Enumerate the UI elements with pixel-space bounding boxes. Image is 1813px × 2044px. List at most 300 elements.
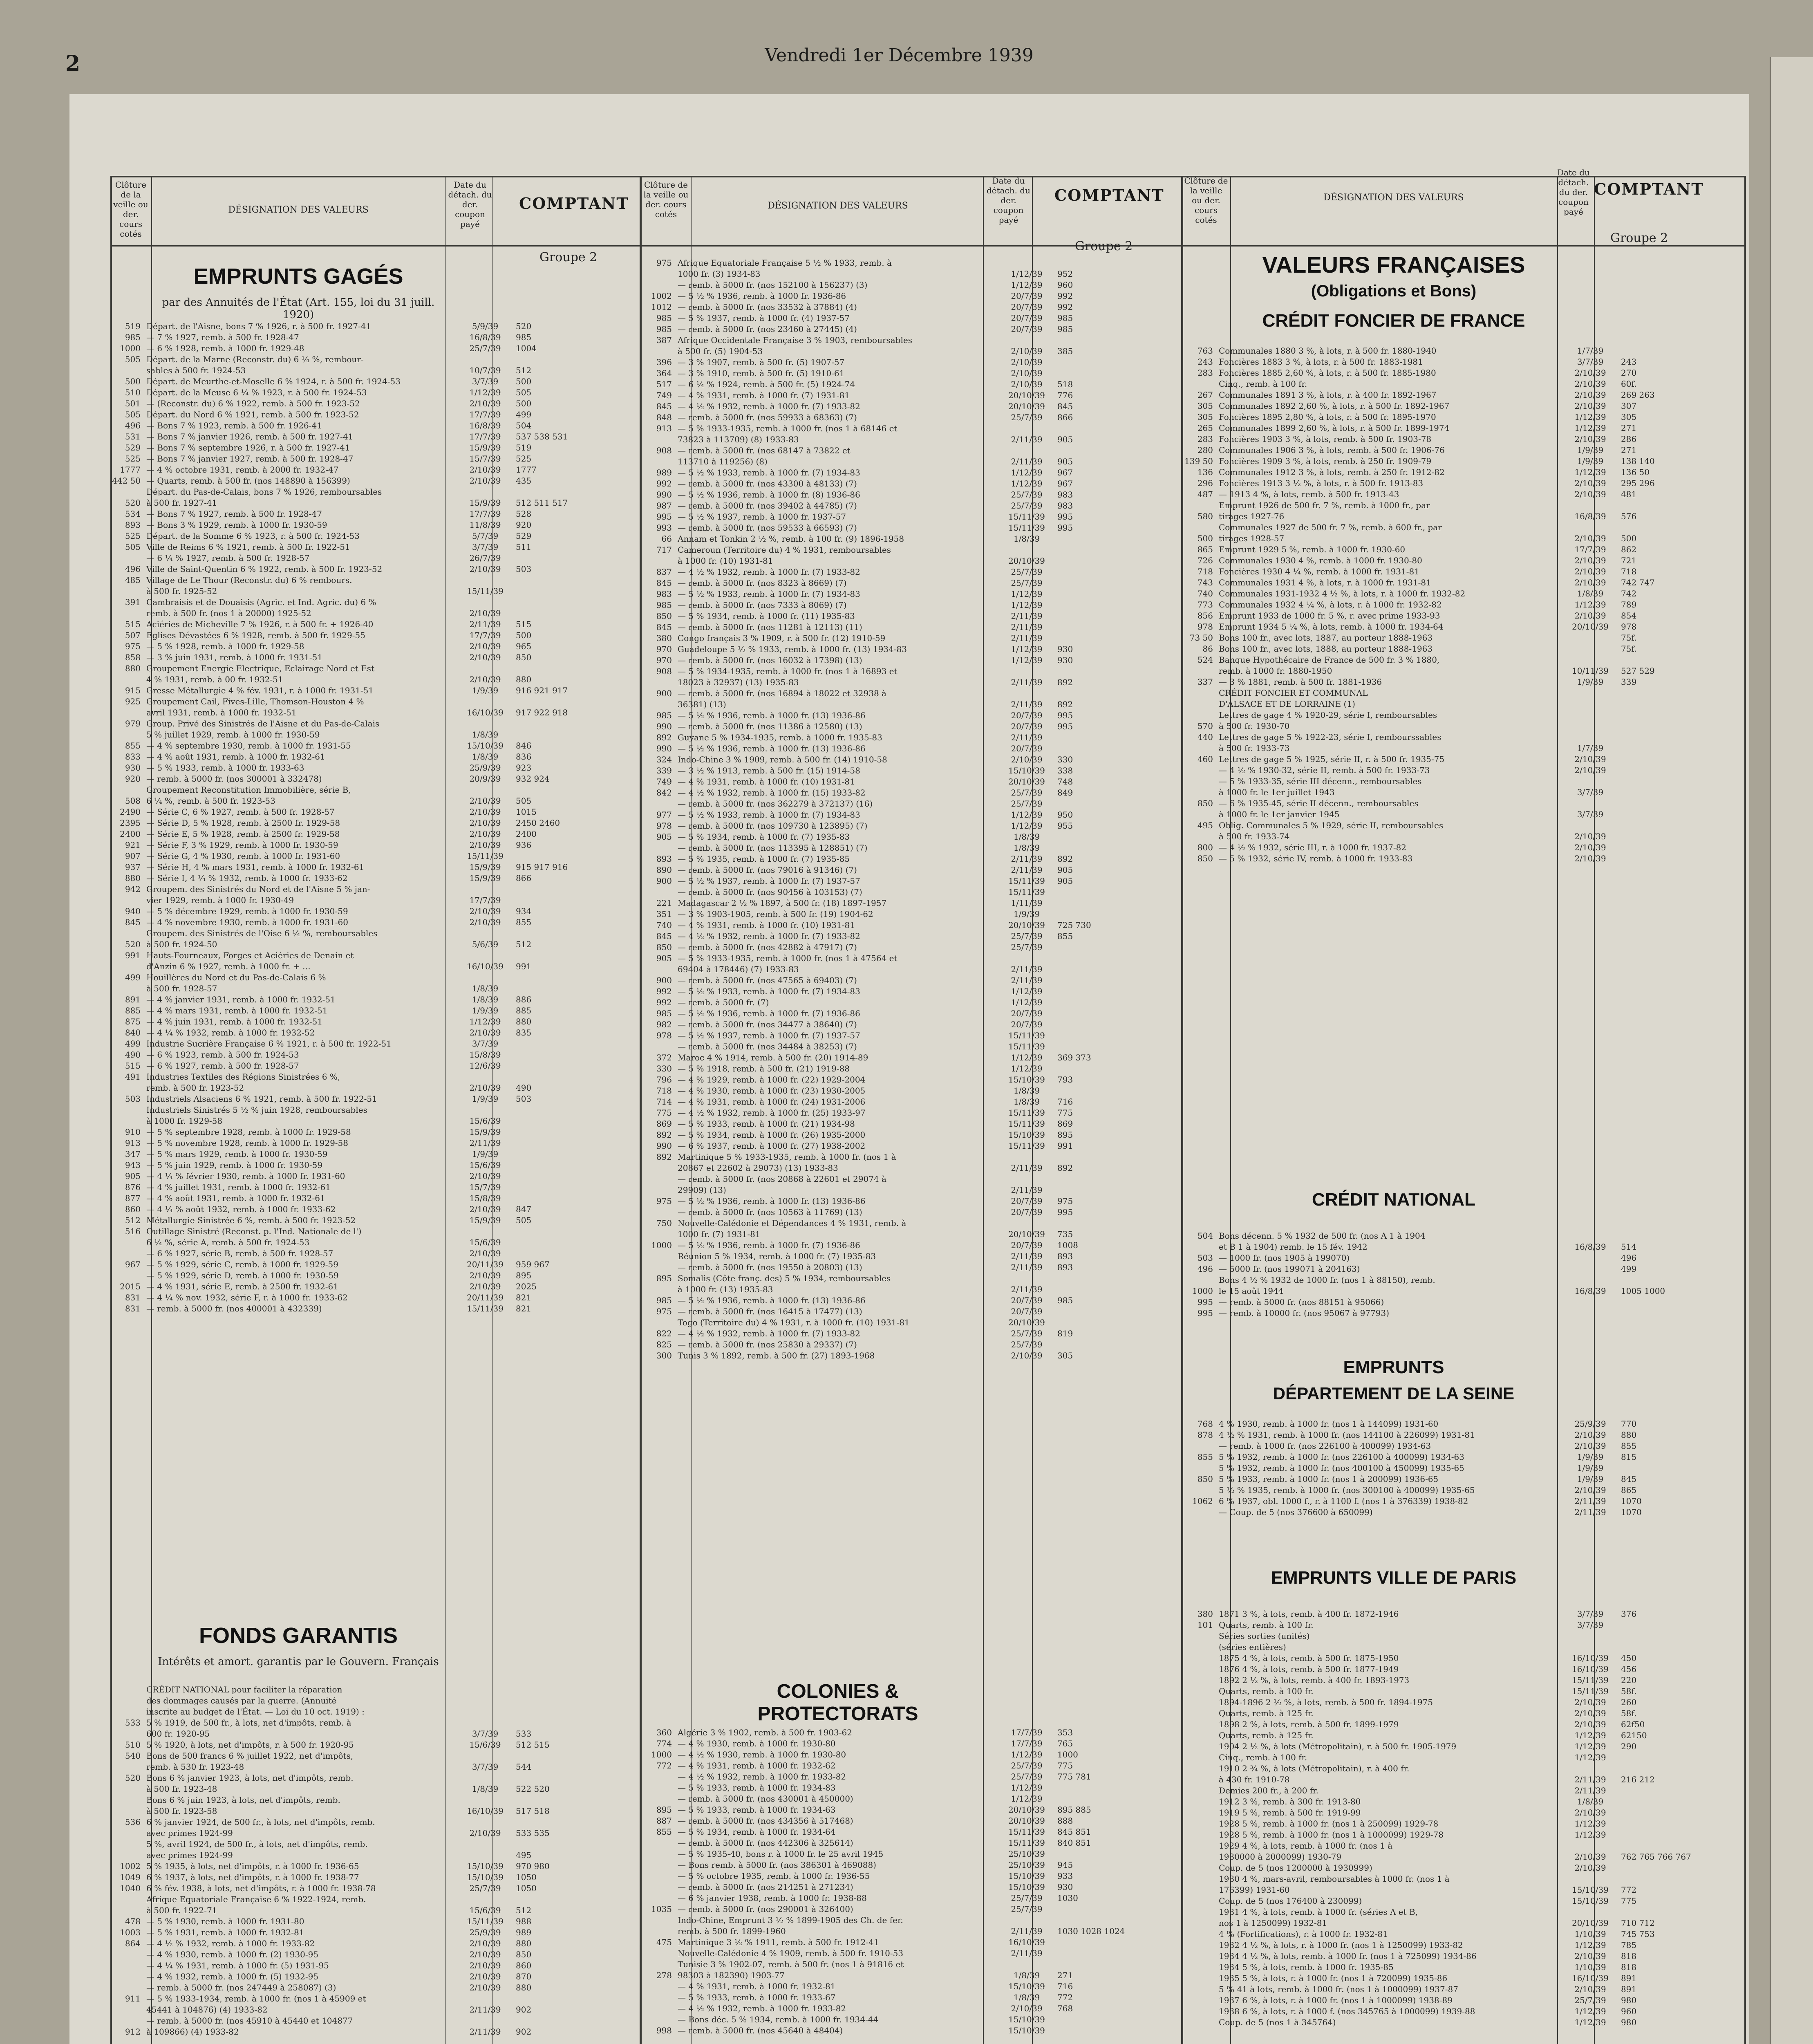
prev-close-cell: 850 [1197, 1474, 1213, 1484]
comptant-cell: 886 [516, 995, 532, 1004]
comptant-cell: 742 [1621, 589, 1637, 598]
designation-cell: 4 % (Fortifications), r. à 1000 fr. 1932-81 [1219, 1929, 1388, 1939]
table-row [1184, 588, 1744, 599]
prev-close-cell [111, 1706, 146, 1717]
coupon-date-cell [1568, 732, 1613, 743]
comptant-cell: 505 [516, 1215, 532, 1225]
prev-close-cell [1184, 1708, 1219, 1719]
comptant-cell: 785 [1621, 1940, 1637, 1950]
coupon-date-cell: 2/10/39 [469, 652, 501, 662]
table-row [1184, 544, 1744, 555]
comptant-cell: 505 [516, 388, 532, 397]
designation-cell: Emprunt 1933 de 1000 fr. 5 %, r. avec prime 1933-93 [1219, 611, 1440, 621]
designation-cell: 1892 2 ½ %, à lots, remb. à 400 fr. 1893-1973 [1219, 1675, 1410, 1685]
prev-close-cell: 842 [656, 788, 672, 798]
prev-close-cell: 330 [656, 1064, 672, 1074]
coupon-date-cell: 3/7/39 [1577, 1620, 1604, 1630]
designation-cell: tirages 1928-57 [1219, 533, 1285, 543]
table-row [1184, 2006, 1744, 2017]
table-row [111, 553, 638, 564]
table-row [642, 291, 1180, 302]
prev-close-cell: 1003 [120, 1927, 141, 1937]
prev-close-cell: 983 [656, 589, 672, 599]
designation-cell: — 4 % 1931, remb. à 1000 fr. (10) 1931-81 [678, 777, 855, 787]
comptant-cell [1613, 1308, 1744, 1319]
table-row [111, 1005, 638, 1016]
table-row [1184, 456, 1744, 467]
prev-close-cell: 749 [656, 390, 672, 400]
table-row [111, 2026, 638, 2037]
table-row [642, 302, 1180, 313]
prev-close-cell [111, 553, 146, 564]
prev-close-cell [1184, 1631, 1219, 1642]
table-row [642, 1793, 1180, 1804]
coupon-date-cell: 16/8/39 [1574, 511, 1606, 521]
comptant-cell: 869 [1057, 1119, 1073, 1129]
table-row [111, 972, 638, 983]
coupon-date-cell: 1/12/39 [1574, 2017, 1606, 2027]
comptant-cell: 515 [516, 619, 532, 629]
designation-cell: — 4 ¼ % août 1932, remb. à 1000 fr. 1933-62 [146, 1204, 336, 1214]
table-row [111, 1905, 638, 1916]
comptant-cell: 865 [1621, 1485, 1637, 1495]
coupon-date-cell: 2/11/39 [1574, 1507, 1606, 1517]
table-row [642, 1970, 1180, 1981]
coupon-date-cell: 20/7/39 [1011, 1020, 1043, 1029]
coupon-date-cell: 3/7/39 [472, 542, 499, 552]
header-cloture: Clôture de la veille ou der. cours cotés [113, 180, 148, 239]
table-row [642, 368, 1180, 379]
prev-close-cell: 529 [125, 443, 141, 453]
table-row [111, 1248, 638, 1259]
designation-cell: — 3 % 1907, remb. à 500 fr. (5) 1907-57 [678, 357, 845, 367]
coupon-date-cell: 1/12/39 [1011, 468, 1043, 477]
table-row [642, 920, 1180, 931]
prev-close-cell: 858 [125, 652, 141, 662]
designation-cell: Afrique Equatoriale Française 6 % 1922-1924, remb. [146, 1894, 366, 1904]
prev-close-cell: 796 [656, 1075, 672, 1085]
comptant-cell [1613, 1631, 1744, 1642]
designation-cell: Emprunt 1926 de 500 fr. 7 %, remb. à 1000 fr., par [1219, 500, 1430, 510]
table-row [111, 1982, 638, 1993]
table-row [642, 1008, 1180, 1019]
comptant-cell: 500 [516, 377, 532, 386]
table-row [642, 644, 1180, 655]
coupon-date-cell: 1/12/39 [469, 1017, 501, 1026]
comptant-cell: 933 [1057, 1871, 1073, 1881]
comptant-cell [1049, 964, 1180, 975]
coupon-date-cell: 16/10/39 [1008, 1937, 1045, 1947]
table-row [1184, 412, 1744, 423]
coupon-date-cell: 1/12/39 [1011, 644, 1043, 654]
comptant-cell [1613, 1275, 1744, 1286]
coupon-date-cell: 15/8/39 [469, 1193, 501, 1203]
table-row [111, 1149, 638, 1160]
coupon-date-cell: 1/12/39 [1574, 1753, 1606, 1762]
prev-close-cell: 987 [656, 501, 672, 511]
coupon-date-cell: 1/8/39 [1013, 534, 1040, 544]
coupon-date-cell: 5/7/39 [472, 531, 499, 541]
comptant-cell [508, 1795, 638, 1806]
comptant-cell: 295 296 [1621, 478, 1655, 488]
comptant-cell: 338 [1057, 766, 1073, 775]
comptant-cell: 435 [516, 476, 532, 486]
designation-cell: CRÉDIT NATIONAL pour faciliter la réparation [146, 1685, 342, 1694]
designation-cell: 18023 à 32937) (13) 1935-83 [678, 677, 799, 687]
coupon-date-cell: 2/10/39 [1011, 379, 1043, 389]
table-row [642, 1019, 1180, 1030]
coupon-date-cell: 1/8/39 [1013, 843, 1040, 853]
coupon-date-cell: 2/11/39 [1011, 1948, 1043, 1958]
prev-close-cell: 517 [656, 379, 672, 389]
coupon-date-cell: 25/7/39 [1011, 1772, 1043, 1782]
comptant-cell [1613, 1785, 1744, 1796]
designation-cell: — 6 % janvier 1938, remb. à 1000 fr. 1938-88 [678, 1893, 867, 1903]
coupon-date-cell: 1/12/39 [1574, 1830, 1606, 1840]
prev-close-cell [642, 1262, 678, 1273]
coupon-date-cell [463, 1993, 508, 2004]
table-row [1184, 765, 1744, 776]
table-row [642, 787, 1180, 798]
prev-close-cell: 519 [125, 321, 141, 331]
designation-cell: — 5 ½ % 1937, remb. à 1000 fr. 1937-57 [678, 512, 846, 522]
designation-cell: — 1913 4 %, à lots, remb. à 500 fr. 1913-43 [1219, 489, 1399, 499]
designation-cell: Cameroun (Territoire du) 4 % 1931, remboursables [678, 545, 891, 555]
header-designation: DÉSIGNATION DES VALEURS [768, 201, 908, 211]
prev-close-cell: 570 [1197, 721, 1213, 731]
comptant-cell: 500 [516, 630, 532, 640]
coupon-date-cell: 2/10/39 [1574, 390, 1606, 400]
prev-close-cell [642, 556, 678, 567]
coupon-date-cell: 20/7/39 [1011, 710, 1043, 720]
coupon-date-cell: 20/10/39 [1008, 401, 1045, 411]
comptant-cell: 775 [1621, 1896, 1637, 1906]
comptant-cell [1049, 600, 1180, 611]
prev-close-cell: 1035 [651, 1904, 672, 1914]
prev-close-cell: 900 [656, 975, 672, 985]
coupon-date-cell: 1/9/39 [472, 1006, 499, 1015]
table-row [111, 1127, 638, 1138]
coupon-date-cell [1004, 1959, 1049, 1970]
prev-close-cell [642, 699, 678, 710]
prev-close-cell [642, 456, 678, 467]
table-row [1184, 1840, 1744, 1851]
prev-close-cell: 875 [125, 1017, 141, 1026]
coupon-date-cell: 1/8/39 [1577, 1797, 1604, 1806]
coupon-date-cell: 2/10/39 [469, 1083, 501, 1093]
designation-cell: — 4 % 1931, remb. à 1000 fr. 1932-62 [678, 1761, 836, 1771]
table-row [1184, 434, 1744, 445]
table-row [1184, 1785, 1744, 1796]
section-title-valeurs-francaises: VALEURS FRANÇAISES [1262, 252, 1525, 278]
section-title-colonies: COLONIES & PROTECTORATS [757, 1681, 918, 1725]
coupon-date-cell [1568, 1253, 1613, 1264]
designation-cell: Foncières 1883 3 %, à lots, r. à 500 fr. 1883-1981 [1219, 357, 1423, 367]
comptant-cell: 995 [1057, 722, 1073, 731]
prev-close-cell: 990 [656, 490, 672, 500]
table-row [642, 854, 1180, 865]
comptant-cell: 499 [1621, 1264, 1637, 1274]
comptant-cell [508, 1817, 638, 1828]
table-row [642, 589, 1180, 600]
designation-cell: — Série C, 6 % 1927, remb. à 500 fr. 1928-57 [146, 807, 335, 817]
comptant-cell [1049, 1019, 1180, 1030]
table-row [642, 611, 1180, 622]
prev-close-cell: 991 [125, 950, 141, 960]
comptant-cell: 855 [1057, 931, 1073, 941]
designation-cell: Lettres de gage 4 % 1920-29, série I, remboursables [1219, 710, 1437, 720]
coupon-date-cell: 15/8/39 [469, 1050, 501, 1060]
designation-cell: 5 % 1932, remb. à 1000 fr. (nos 226100 à 400099) 1934-63 [1219, 1452, 1464, 1462]
comptant-cell [1613, 688, 1744, 699]
table-row [111, 1038, 638, 1049]
designation-cell: — 3 % 1881, remb. à 500 fr. 1881-1936 [1219, 677, 1382, 687]
comptant-cell [1613, 853, 1744, 864]
prev-close-cell: 970 [656, 655, 672, 665]
coupon-date-cell [463, 2015, 508, 2026]
designation-cell: Foncières 1903 3 %, à lots, remb. à 500 fr. 1903-78 [1219, 434, 1432, 444]
prev-close-cell [1184, 1774, 1219, 1785]
coupon-date-cell: 2/11/39 [1011, 435, 1043, 444]
comptant-cell [1049, 688, 1180, 699]
prev-close-cell: 967 [125, 1260, 141, 1269]
prev-close-cell: 499 [125, 1039, 141, 1049]
comptant-cell: 576 [1621, 511, 1637, 521]
coupon-date-cell: 17/7/39 [469, 895, 501, 905]
comptant-cell: 745 753 [1621, 1929, 1655, 1939]
comptant-cell: 260 [1621, 1697, 1637, 1707]
prev-close-cell [1184, 1741, 1219, 1752]
prev-close-cell: 864 [125, 1939, 141, 1948]
comptant-cell: 1015 [516, 807, 537, 817]
table-row [642, 1262, 1180, 1273]
comptant-cell [1613, 1907, 1744, 1918]
prev-close-cell [642, 434, 678, 445]
comptant-cell: 58f. [1621, 1686, 1637, 1696]
table-row [111, 2004, 638, 2015]
coupon-date-cell: 2/10/39 [1574, 478, 1606, 488]
comptant-cell [1613, 1230, 1744, 1242]
designation-cell: — 6 % 1937, remb. à 1000 fr. (27) 1938-2002 [678, 1141, 866, 1151]
prev-close-cell: 86 [1202, 644, 1213, 654]
table-row [1184, 809, 1744, 820]
table-row [642, 346, 1180, 357]
designation-cell: Départ. de la Somme 6 % 1923, r. à 500 fr. 1924-53 [146, 531, 360, 541]
designation-cell: Foncières 1895 2,80 %, à lots, r. à 500 fr. 1895-1970 [1219, 412, 1436, 422]
comptant-cell [1613, 1642, 1744, 1653]
table-row [1184, 842, 1744, 853]
table-row [111, 630, 638, 641]
designation-cell: Oblig. Communales 5 % 1929, série II, remboursables [1219, 820, 1444, 830]
designation-cell: Algérie 3 % 1902, remb. à 500 fr. 1903-62 [678, 1728, 852, 1737]
designation-cell: 36381) (13) [678, 699, 726, 709]
table-row [111, 773, 638, 784]
prev-close-cell: 855 [1197, 1452, 1213, 1462]
prev-close-cell [111, 983, 146, 994]
prev-close-cell [642, 964, 678, 975]
comptant-cell: 271 [1057, 1970, 1073, 1980]
coupon-date-cell: 2/10/39 [1574, 1719, 1606, 1729]
table-row [1184, 1708, 1744, 1719]
table-row [111, 1762, 638, 1773]
coupon-date-cell: 1/8/39 [1013, 1086, 1040, 1096]
designation-cell: — 5 % 1934-1935, remb. à 1000 fr. (nos 1 à 16893 et [678, 666, 898, 676]
comptant-cell [1049, 1959, 1180, 1970]
prev-close-cell: 905 [125, 1171, 141, 1181]
table-row [1184, 423, 1744, 434]
comptant-cell: 765 [1057, 1739, 1073, 1748]
comptant-cell [508, 1695, 638, 1706]
comptant-cell [1613, 798, 1744, 809]
prev-close-cell [642, 1882, 678, 1893]
table-row [1184, 345, 1744, 356]
comptant-cell: 1050 [516, 1872, 537, 1882]
coupon-date-cell [1568, 820, 1613, 831]
comptant-cell: 376 [1621, 1609, 1637, 1619]
coupon-date-cell: 2/10/39 [469, 1282, 501, 1291]
coupon-date-cell: 1/12/39 [1574, 467, 1606, 477]
table-row [642, 434, 1180, 445]
prev-close-cell: 139 50 [1184, 456, 1213, 466]
designation-cell: 5 % 41 à lots, remb. à 1000 fr. (nos 1 à 1000099) 1937-87 [1219, 1984, 1458, 1994]
coupon-date-cell: 2/11/39 [1011, 633, 1043, 643]
comptant-cell [1613, 831, 1744, 842]
table-row [111, 1927, 638, 1938]
comptant-cell: 450 [1621, 1653, 1637, 1663]
prev-close-cell: 982 [656, 1020, 672, 1029]
designation-cell: 20867 et 22602 à 29073) (13) 1933-83 [678, 1163, 838, 1173]
coupon-date-cell: 2/10/39 [1574, 368, 1606, 378]
table-row [111, 475, 638, 486]
coupon-date-cell: 26/7/39 [469, 553, 501, 563]
prev-close-cell: 740 [1197, 589, 1213, 598]
designation-cell: — remb. à 5000 fr. (nos 25830 à 29337) (7) [678, 1340, 857, 1349]
prev-close-cell [1184, 1907, 1219, 1918]
prev-close-cell: 930 [125, 763, 141, 773]
table-row [642, 1849, 1180, 1860]
table-row [1184, 1653, 1744, 1664]
coupon-date-cell: 2/10/39 [469, 1204, 501, 1214]
prev-close-cell [1184, 1796, 1219, 1807]
prev-close-cell: 970 [656, 644, 672, 654]
table-row [1184, 2017, 1744, 2028]
prev-close-cell: 718 [656, 1086, 672, 1096]
prev-close-cell: 893 [125, 520, 141, 530]
prev-close-cell: 768 [1197, 1419, 1213, 1429]
table-row [1184, 1675, 1744, 1686]
coupon-date-cell: 25/7/39 [1011, 1893, 1043, 1903]
table-row [111, 784, 638, 796]
designation-cell: — 3 % juin 1931, remb. à 1000 fr. 1931-51 [146, 652, 323, 662]
prev-close-cell: 905 [656, 832, 672, 842]
prev-close-cell: 283 [1197, 434, 1213, 444]
designation-cell: Communales 1892 2,60 %, à lots, r. à 500 fr. 1892-1967 [1219, 401, 1450, 411]
comptant-cell [1049, 997, 1180, 1008]
designation-cell: 1929 4 %, à lots, remb. à 1000 fr. (nos 1 à [1219, 1841, 1393, 1851]
table-row [1184, 1308, 1744, 1319]
prev-close-cell: 1002 [651, 291, 672, 301]
table-row [111, 762, 638, 773]
prev-close-cell [1184, 1653, 1219, 1664]
comptant-cell [1049, 1218, 1180, 1229]
designation-cell: 1931 4 %, à lots, remb. à 1000 fr. (séries A et B, [1219, 1907, 1418, 1917]
comptant-cell: 960 [1621, 2006, 1637, 2016]
comptant-cell: 369 373 [1057, 1053, 1091, 1062]
designation-cell: — remb. à 5000 fr. (nos 47565 à 69403) (7) [678, 975, 857, 985]
coupon-date-cell: 20/10/39 [1008, 1805, 1045, 1815]
comptant-cell: 512 [516, 365, 532, 375]
comptant-cell: 136 50 [1621, 467, 1650, 477]
comptant-cell [508, 895, 638, 906]
coupon-date-cell: 20/7/39 [1011, 1295, 1043, 1305]
designation-cell: — 5 ½ % 1936, remb. à 1000 fr. (7) 1936-86 [678, 1240, 860, 1250]
designation-cell: — 5 % 1935-40, bons r. à 1000 fr. le 25 avril 1945 [678, 1849, 884, 1859]
designation-cell: à 109866) (4) 1933-82 [146, 2027, 239, 2037]
table-row [1184, 1874, 1744, 1885]
table-row [642, 1085, 1180, 1096]
designation-cell: à 1000 fr. (10) 1931-81 [678, 556, 773, 566]
designation-cell: Demies 200 fr., à 200 fr. [1219, 1786, 1318, 1795]
coupon-date-cell: 1/9/39 [1577, 445, 1604, 455]
comptant-cell [1049, 2025, 1180, 2036]
coupon-date-cell [1004, 666, 1049, 677]
table-row [1184, 1752, 1744, 1763]
prev-close-cell: 505 [125, 542, 141, 552]
right-rule [1744, 176, 1746, 2044]
designation-cell: 1934 5 %, à lots, remb. à 1000 fr. 1935-85 [1219, 1962, 1394, 1972]
coupon-date-cell: 1/9/39 [1577, 456, 1604, 466]
table-row [1184, 1929, 1744, 1940]
prev-close-cell: 516 [125, 1226, 141, 1236]
designation-cell: — 5 % 1933, remb. à 1000 fr. 1934-83 [678, 1783, 836, 1793]
table-row [1184, 1719, 1744, 1730]
table-row [111, 1237, 638, 1248]
table-row [642, 567, 1180, 578]
coupon-date-cell [463, 1839, 508, 1850]
table-row [111, 718, 638, 729]
prev-close-cell: 499 [125, 973, 141, 982]
prev-close-cell [642, 1771, 678, 1782]
designation-cell: — 6 % 1927, série B, remb. à 500 fr. 1928-57 [146, 1248, 334, 1258]
coupon-date-cell: 2/11/39 [1011, 677, 1043, 687]
table-row [642, 1339, 1180, 1350]
designation-cell: Hauts-Fourneaux, Forges et Aciéries de Denain et [146, 950, 354, 960]
prev-close-cell [642, 1185, 678, 1196]
col1-table [111, 321, 638, 1314]
designation-cell: 5 ½ % 1935, remb. à 1000 fr. (nos 300100 à 400099) 1935-65 [1219, 1485, 1475, 1495]
comptant-cell [1049, 423, 1180, 434]
designation-cell: Gresse Métallurgie 4 % fév. 1931, r. à 1000 fr. 1931-51 [146, 686, 374, 695]
comptant-cell: 905 [1057, 435, 1073, 444]
prev-close-cell: 895 [656, 1805, 672, 1815]
designation-cell: — 5000 fr. (nos 199071 à 204163) [1219, 1264, 1360, 1274]
table-row [1184, 1620, 1744, 1631]
prev-close-cell: 396 [656, 357, 672, 367]
table-row [111, 1706, 638, 1717]
comptant-cell [508, 1138, 638, 1149]
designation-cell: — remb. à 5000 fr. (nos 400001 à 432339) [146, 1304, 322, 1313]
table-row [642, 1871, 1180, 1882]
prev-close-cell [642, 1926, 678, 1937]
table-row [642, 556, 1180, 567]
coupon-date-cell: 2/10/39 [469, 641, 501, 651]
designation-cell: 1910 2 ¾ %, à lots (Métropolitain), r. à 400 fr. [1219, 1764, 1410, 1773]
table-row [1184, 500, 1744, 511]
comptant-cell: 915 917 916 [516, 862, 568, 872]
table-row [642, 412, 1180, 423]
table-row [1184, 1609, 1744, 1620]
prev-close-cell [1184, 1885, 1219, 1896]
